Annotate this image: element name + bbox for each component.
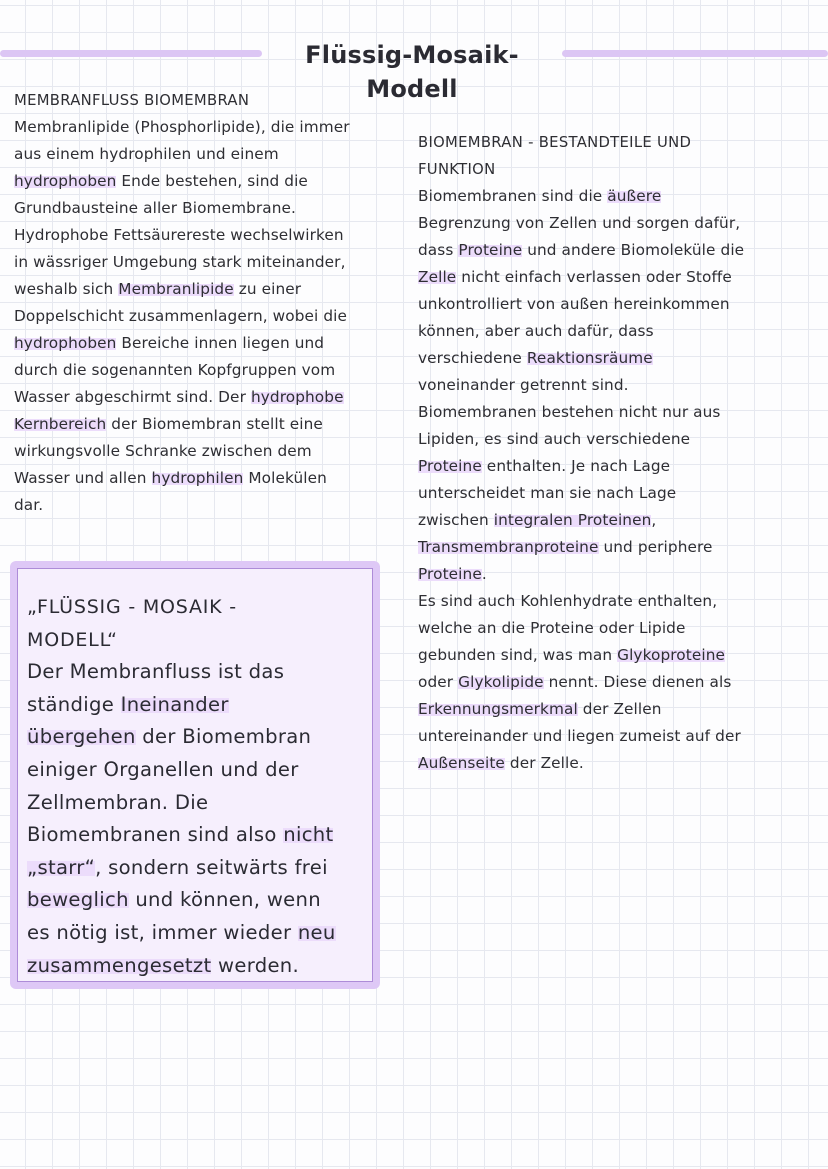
highlighted-term: Kernbereich (14, 415, 107, 433)
text-line: Lipiden, es sind auch verschiedene (418, 430, 691, 448)
title-decoration-left (0, 50, 262, 57)
text-line: unkontrolliert von außen hereinkommen (418, 295, 730, 313)
text-line: unterscheidet man sie nach Lage (418, 484, 677, 502)
highlighted-term: Reaktionsräume (526, 349, 653, 367)
highlighted-term: hydrophobe (250, 388, 344, 406)
text-line: voneinander getrennt sind. (418, 376, 629, 394)
text-line: weshalb sich Membranlipide zu einer (14, 280, 302, 298)
highlighted-term: Erkennungsmerkmal (418, 700, 578, 718)
text-line: zusammengesetzt werden. (27, 953, 300, 977)
section-body (418, 183, 818, 777)
text-line: einiger Organellen und der (27, 757, 299, 781)
text-line: hydrophoben Bereiche innen liegen und (14, 334, 325, 352)
text-line: „FLÜSSIG - MOSAIK - (27, 596, 237, 618)
highlighted-term: hydrophoben (14, 172, 117, 190)
highlighted-term: Membranlipide (118, 280, 234, 298)
text-line: Biomembranen sind die äußere (418, 187, 662, 205)
text-line: Erkennungsmerkmal der Zellen (418, 700, 662, 718)
definition-box-content (27, 591, 367, 982)
text-line: „starr“, sondern seitwärts frei (27, 855, 328, 879)
highlighted-term: Zelle (418, 268, 457, 286)
left-section (14, 86, 386, 519)
text-line: es nötig ist, immer wieder neu (27, 920, 336, 944)
text-line: dar. (14, 496, 44, 514)
highlighted-term: hydrophilen (151, 469, 244, 487)
text-line: MODELL“ (27, 628, 118, 651)
text-line: können, aber auch dafür, dass (418, 322, 654, 340)
text-line: Biomembranen sind also nicht (27, 823, 334, 847)
text-line: verschiedene Reaktionsräume (418, 349, 653, 367)
highlighted-term: neu (297, 920, 336, 944)
page-title: Flüssig-Mosaik-Modell (305, 41, 519, 103)
highlighted-term: nicht (283, 823, 334, 847)
text-line: Es sind auch Kohlenhydrate enthalten, (418, 592, 718, 610)
highlighted-term: hydrophoben (14, 334, 117, 352)
text-line: dass Proteine und andere Biomoleküle die (418, 241, 745, 259)
text-line: Doppelschicht zusammenlagern, wobei die (14, 307, 348, 325)
text-line: Membranlipide (Phosphorlipide), die immer (14, 118, 350, 136)
text-line: welche an die Proteine oder Lipide (418, 619, 686, 637)
text-line: FUNKTION (418, 161, 496, 178)
highlighted-term: zusammengesetzt (27, 953, 212, 977)
text-line: ständige Ineinander (27, 692, 229, 716)
text-line: Zellmembran. Die (27, 790, 209, 814)
highlighted-term: Proteine (418, 457, 482, 475)
text-line: durch die sogenannten Kopfgruppen vom (14, 361, 336, 379)
text-line: in wässriger Umgebung stark miteinander, (14, 253, 346, 271)
text-line: Der Membranfluss ist das (27, 660, 285, 684)
highlighted-term: Außenseite (418, 754, 505, 772)
highlighted-term: übergehen (27, 725, 136, 749)
highlighted-term: Proteine (458, 241, 523, 259)
definition-box (10, 561, 380, 989)
highlighted-term: „starr“ (27, 855, 96, 879)
highlighted-term: Glykolipide (458, 673, 544, 691)
text-line: Proteine. (418, 565, 487, 583)
text-line: oder Glykolipide nennt. Diese dienen als (418, 673, 732, 691)
text-line: beweglich und können, wenn (27, 888, 321, 912)
text-line: Außenseite der Zelle. (418, 754, 584, 772)
text-line: BIOMEMBRAN - BESTANDTEILE UND (418, 134, 692, 151)
title-decoration-right (562, 50, 828, 57)
text-line: Grundbausteine aller Biomembrane. (14, 199, 297, 217)
text-line: zwischen integralen Proteinen, (418, 511, 657, 529)
text-line: wirkungsvolle Schranke zwischen dem (14, 442, 312, 460)
text-line: hydrophoben Ende bestehen, sind die (14, 172, 308, 190)
right-section (418, 129, 818, 777)
text-line: Proteine enthalten. Je nach Lage (418, 457, 671, 475)
text-line: Wasser und allen hydrophilen Molekülen (14, 469, 327, 487)
text-line: Wasser abgeschirmt sind. Der hydrophobe (14, 388, 344, 406)
highlighted-term: äußere (607, 187, 662, 205)
box-body (27, 656, 367, 982)
highlighted-term: Ineinander (120, 692, 229, 716)
highlighted-term: Proteine (418, 565, 482, 583)
text-line: aus einem hydrophilen und einem (14, 145, 279, 163)
section-heading (418, 129, 818, 183)
highlighted-term: Glykoproteine (617, 646, 726, 664)
section-body (14, 114, 386, 519)
text-line: gebunden sind, was man Glykoproteine (418, 646, 726, 664)
section-heading: MEMBRANFLUSS BIOMEMBRAN (14, 92, 250, 109)
text-line: Hydrophobe Fettsäurereste wechselwirken (14, 226, 344, 244)
highlighted-term: integralen Proteinen (493, 511, 652, 529)
highlighted-term: Transmembranproteine (418, 538, 599, 556)
text-line: untereinander und liegen zumeist auf der (418, 727, 741, 745)
text-line: Zelle nicht einfach verlassen oder Stoffe (418, 268, 732, 286)
highlighted-term: beweglich (27, 888, 129, 912)
text-line: übergehen der Biomembran (27, 725, 312, 749)
text-line: Kernbereich der Biomembran stellt eine (14, 415, 323, 433)
text-line: Transmembranproteine und periphere (418, 538, 713, 556)
text-line: Biomembranen bestehen nicht nur aus (418, 403, 721, 421)
text-line: Begrenzung von Zellen und sorgen dafür, (418, 214, 741, 232)
box-heading (27, 591, 367, 656)
definition-box-inner (17, 568, 373, 982)
